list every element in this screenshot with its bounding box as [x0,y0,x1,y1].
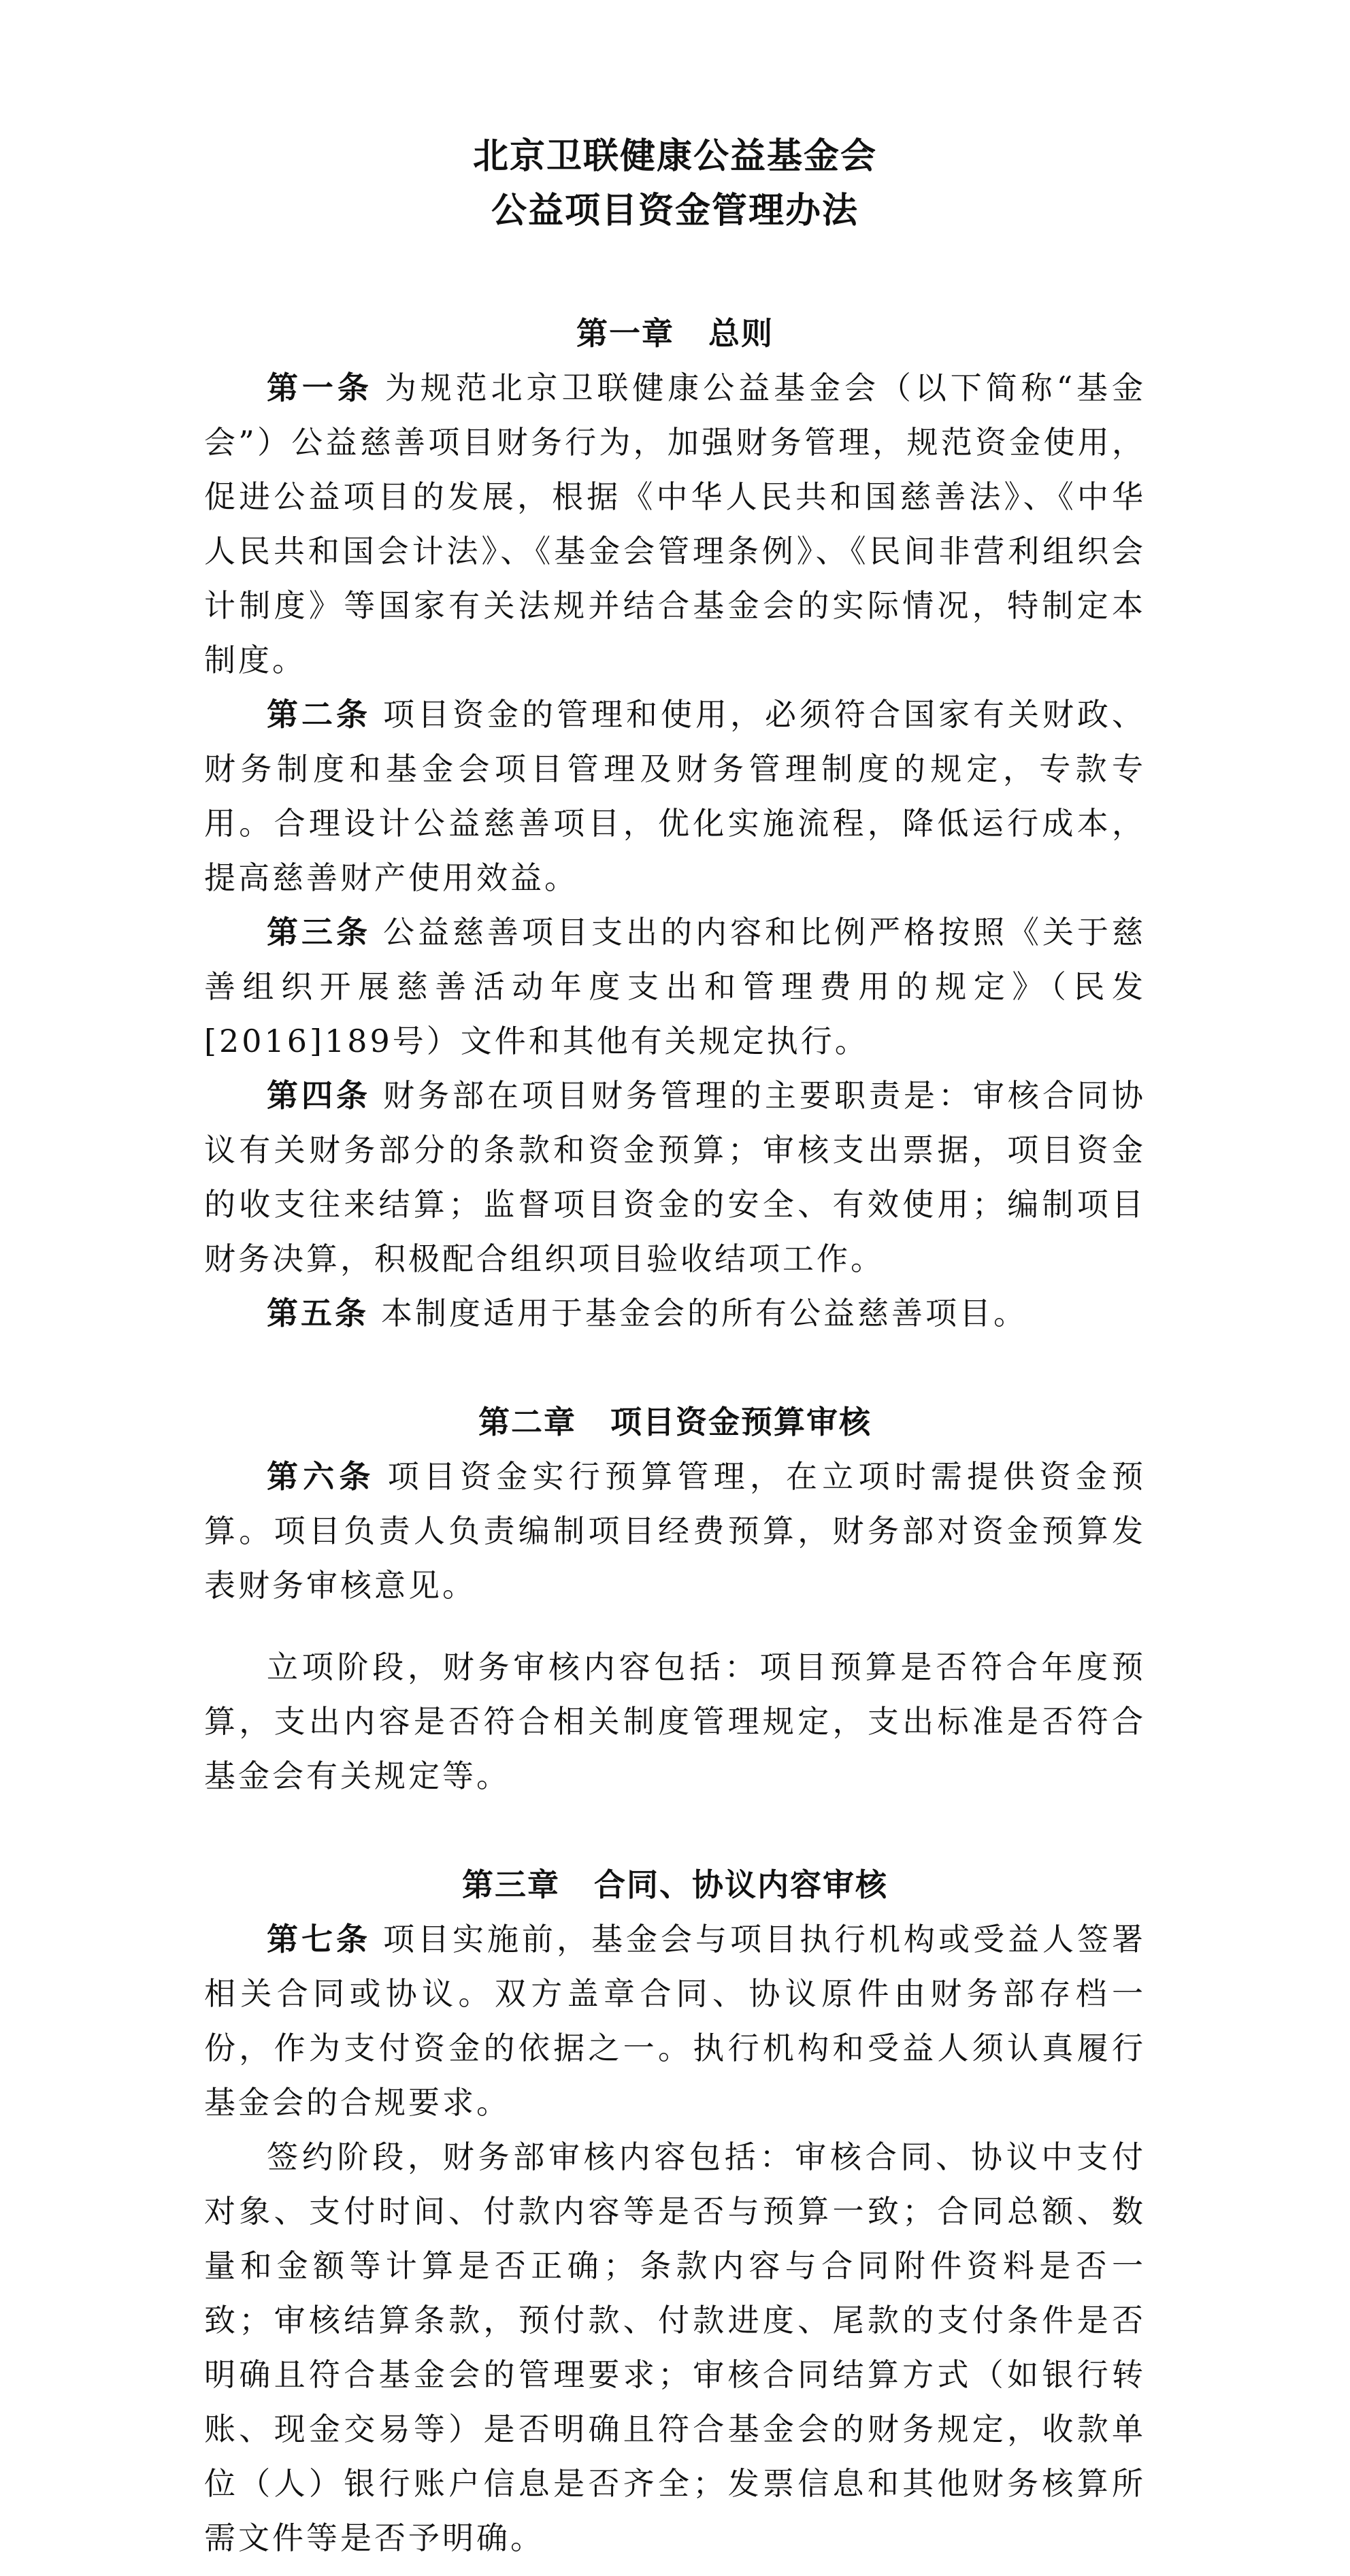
article-paragraph [204,1912,1146,2130]
chapter-name: 总则 [708,315,774,352]
article-text: 本制度适用于基金会的所有公益慈善项目。 [381,1295,1027,1332]
article-label: 第六条 [267,1458,376,1495]
chapter-name: 合同、协议内容审核 [594,1866,888,1903]
body-paragraph: 立项阶段，财务审核内容包括：项目预算是否符合年度预算，支出内容是否符合相关制度管理规定，支出标准是否符合基金会有关规定等。 [204,1649,1146,1794]
article-text: 项目资金的管理和使用，必须符合国家有关财政、财务制度和基金会项目管理及财务管理制度的规定，专款专用。合理设计公益慈善项目，优化实施流程，降低运行成本，提高慈善财产使用效益。 [204,696,1146,896]
article-paragraph [204,361,1146,687]
document-title-line1: 北京卫联健康公益基金会 [472,135,877,177]
chapter-name: 项目资金预算审核 [610,1404,872,1440]
spacer [204,1340,1146,1395]
article-label: 第七条 [267,1921,371,1958]
article-paragraph [204,1449,1146,1613]
spacer [204,1613,1146,1640]
chapter-number: 第三章 [462,1866,560,1903]
article-paragraph [204,1286,1146,1340]
chapter-heading [204,1857,1146,1912]
spacer [204,238,1146,306]
chapter-number: 第一章 [576,315,674,352]
chapter-number: 第二章 [478,1404,576,1440]
article-text: 项目实施前，基金会与项目执行机构或受益人签署相关合同或协议。双方盖章合同、协议原件由财务部存档一份，作为支付资金的依据之一。执行机构和受益人须认真履行基金会的合规要求。 [204,1921,1146,2121]
chapter-heading [204,1395,1146,1449]
article-label: 第五条 [267,1295,369,1332]
chapter-2 [204,1395,1146,1803]
article-paragraph [204,1068,1146,1286]
article-paragraph [204,687,1146,905]
document-title-line2: 公益项目资金管理办法 [491,190,859,231]
article-label: 第二条 [267,696,371,733]
chapter-heading [204,306,1146,361]
article-paragraph [204,905,1146,1068]
article-label: 第三条 [267,914,371,951]
chapter-3 [204,1857,1146,2565]
body-paragraph: 签约阶段，财务部审核内容包括：审核合同、协议中支付对象、支付时间、付款内容等是否与预算一致；合同总额、数量和金额等计算是否正确；条款内容与合同附件资料是否一致；审核结算条款，预付款、付款进度、尾款的支付条件是否明确且符合基金会的管理要求；审核合同结算方式（如银行转账、现金交易等）是否明确且符合基金会的财务规定，收款单位（人）银行账户信息是否齐全；发票信息和其他财务核算所需文件等是否予明确。 [204,2139,1146,2556]
article-text: 财务部在项目财务管理的主要职责是：审核合同协议有关财务部分的条款和资金预算；审核支出票据，项目资金的收支往来结算；监督项目资金的安全、有效使用；编制项目财务决算，积极配合组织项目验收结项工作。 [204,1077,1146,1277]
article-label: 第一条 [267,369,373,406]
article-text: 为规范北京卫联健康公益基金会（以下简称“基金会”）公益慈善项目财务行为，加强财务管理，规范资金使用，促进公益项目的发展，根据《中华人民共和国慈善法》、《中华人民共和国会计法》、《基金会管理条例》、《民间非营利组织会计制度》等国家有关法规并结合基金会的实际情况，特制定本制度。 [204,369,1146,678]
article-label: 第四条 [267,1077,371,1114]
article-text: 公益慈善项目支出的内容和比例严格按照《关于慈善组织开展慈善活动年度支出和管理费用的规定》（民发[2016]189号）文件和其他有关规定执行。 [204,914,1146,1059]
spacer [204,1803,1146,1857]
article-text: 项目资金实行预算管理，在立项时需提供资金预算。项目负责人负责编制项目经费预算，财务部对资金预算发表财务审核意见。 [204,1458,1147,1604]
chapter-1 [204,306,1146,1340]
